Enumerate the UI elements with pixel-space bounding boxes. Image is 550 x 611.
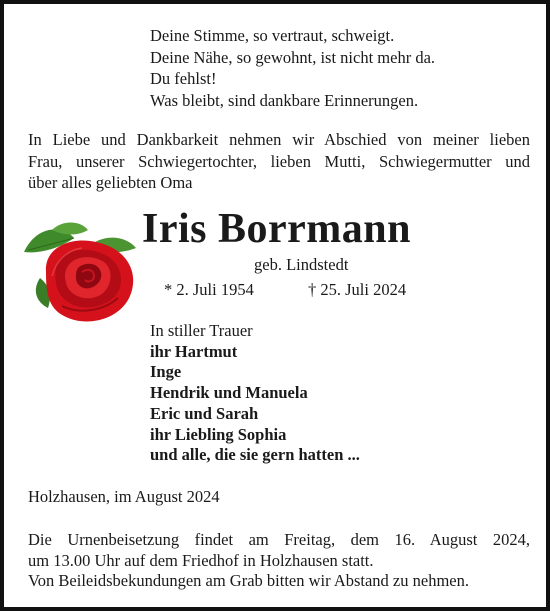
red-rose-image (22, 216, 147, 328)
birth-date: * 2. Juli 1954 (164, 280, 254, 299)
poem-line: Du fehlst! (150, 69, 217, 88)
intro-line: Frau, unserer Schwiegertochter, lieben Mutti, Schwiegermutter und (28, 151, 530, 171)
mourner-name: Eric und Sarah (150, 403, 259, 423)
poem (150, 25, 435, 111)
intro-line: In Liebe und Dankbarkeit nehmen wir Abschied von meiner lieben (28, 130, 530, 149)
mourner-name: ihr Liebling Sophia (150, 424, 287, 444)
mourners-list (150, 321, 360, 466)
funeral-info-line: um 13.00 Uhr auf dem Friedhof in Holzhausen statt. (28, 550, 374, 570)
death-date: † 25. Juli 2024 (308, 280, 407, 299)
mourner-name: ihr Hartmut (150, 341, 238, 361)
mourning-heading: In stiller Trauer (150, 321, 253, 340)
place-and-date: Holzhausen, im August 2024 (28, 487, 220, 506)
poem-line: Deine Nähe, so gewohnt, ist nicht mehr da. (150, 47, 436, 67)
maiden-name: geb. Lindstedt (254, 255, 349, 274)
poem-line: Was bleibt, sind dankbare Erinnerungen. (150, 90, 419, 110)
poem-line: Deine Stimme, so vertraut, schweigt. (150, 26, 395, 45)
funeral-info-line: Von Beileidsbekundungen am Grab bitten wir Abstand zu nehmen. (28, 571, 469, 590)
funeral-info (28, 530, 530, 592)
mourner-name: und alle, die sie gern hatten ... (150, 445, 360, 465)
intro-line: über alles geliebten Oma (28, 173, 193, 192)
mourner-name: Inge (150, 362, 182, 382)
funeral-info-line: Die Urnenbeisetzung findet am Freitag, dem 16. August 2024, (28, 530, 530, 549)
farewell-intro (28, 129, 530, 194)
mourner-name: Hendrik und Manuela (150, 383, 308, 403)
deceased-name: Iris Borrmann (142, 206, 411, 252)
